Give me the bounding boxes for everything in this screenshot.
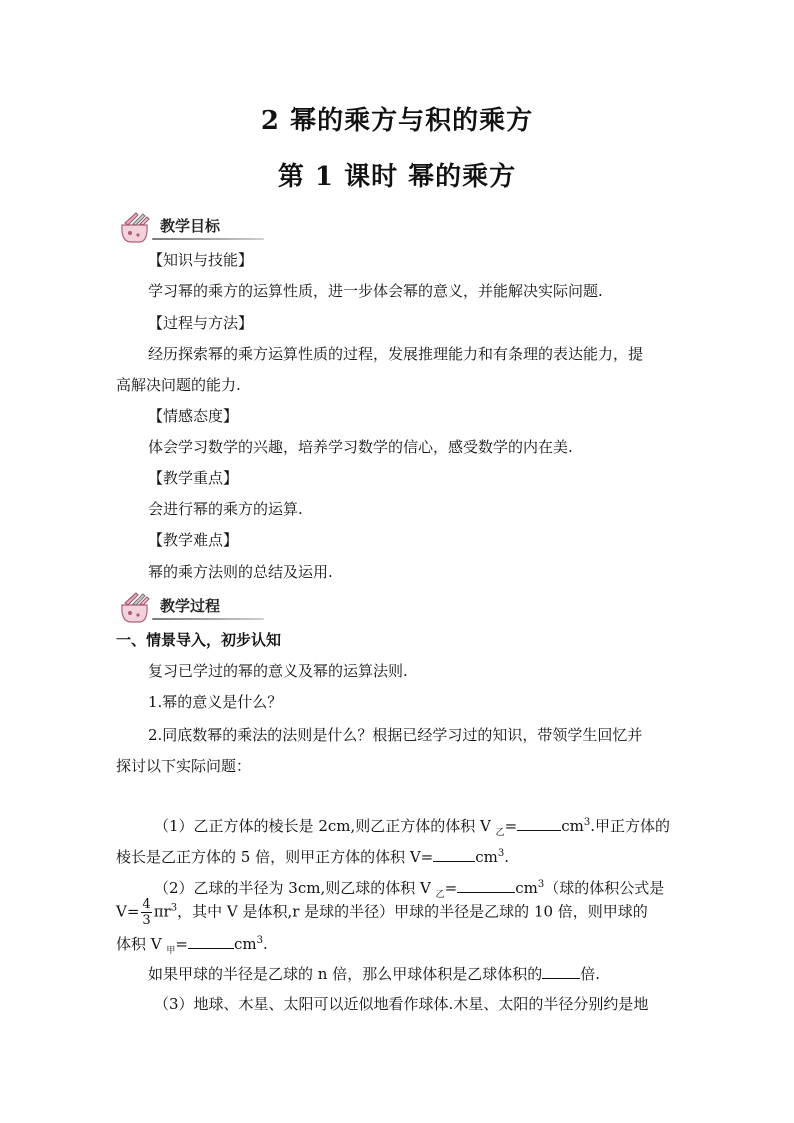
goals-banner-label: 教学目标 [160, 217, 221, 235]
answer-blank [542, 964, 580, 979]
emotion-heading: 【情感态度】 [148, 407, 239, 425]
question-2-line2: 探讨以下实际问题： [116, 757, 252, 775]
intro-text: 复习已学过的幂的意义及幂的运算法则. [148, 662, 408, 680]
goals-banner [116, 211, 266, 245]
fraction-four-thirds: $\frac{4}{3}$ [142, 897, 151, 928]
difficult-text: 幂的乘方法则的总结及运用. [148, 563, 333, 581]
problem-3-line1: （3）地球、木星、太阳可以近似地看作球体.木星、太阳的半径分别约是地 [154, 995, 649, 1013]
key-text: 会进行幂的乘方的运算. [148, 500, 303, 518]
section-heading: 一、情景导入，初步认知 [116, 631, 282, 649]
answer-blank [188, 934, 234, 949]
problem-2-followup: 如果甲球的半径是乙球的 n 倍，那么甲球体积是乙球体积的 倍. [148, 965, 600, 983]
answer-blank [517, 816, 561, 831]
difficult-heading: 【教学难点】 [148, 531, 239, 549]
method-text-line2: 高解决问题的能力. [116, 376, 241, 394]
problem-2-line1: （2）乙球的半径为 3cm,则乙球的体积 V $_乙= cm^3$（球的体积公式是 [154, 879, 665, 900]
banner-divider [152, 238, 264, 240]
method-text-line1: 经历探索幂的乘方运算性质的过程，发展推理能力和有条理的表达能力，提 [148, 345, 644, 363]
page-title: 2 幂的乘方与积的乘方 [260, 106, 534, 136]
knowledge-text: 学习幂的乘方的运算性质，进一步体会幂的意义，并能解决实际问题. [148, 282, 603, 300]
emotion-text: 体会学习数学的兴趣，培养学习数学的信心，感受数学的内在美. [148, 438, 573, 456]
question-2-line1: 2.同底数幂的乘法的法则是什么？根据已经学习过的知识，带领学生回忆并 [148, 726, 643, 744]
problem-2-line2: V= $\frac{4}{3}$ $\pi r^3$，其中 V 是体积,r 是球的半径）甲球的半径是乙球的 10 倍，则甲球的 [116, 897, 648, 928]
process-banner [116, 591, 266, 625]
problem-1-line1: （1）乙正方体的棱长是 2cm,则乙正方体的体积 V $_乙= cm^3$.甲正方体的 [154, 817, 670, 838]
answer-blank [433, 847, 475, 862]
process-banner-label: 教学过程 [160, 597, 221, 615]
question-1: 1.幂的意义是什么？ [148, 693, 283, 711]
banner-divider [152, 618, 264, 620]
method-heading: 【过程与方法】 [148, 314, 254, 332]
knowledge-heading: 【知识与技能】 [148, 251, 254, 269]
answer-blank [457, 878, 515, 893]
problem-2-line3: 体积 V $_甲= cm^3$. [116, 935, 268, 956]
page-subtitle: 第 1 课时 幂的乘方 [277, 162, 517, 192]
key-heading: 【教学重点】 [148, 469, 239, 487]
problem-1-line2: 棱长是乙正方体的 5 倍，则甲正方体的体积 $V= cm^3$. [116, 848, 510, 866]
